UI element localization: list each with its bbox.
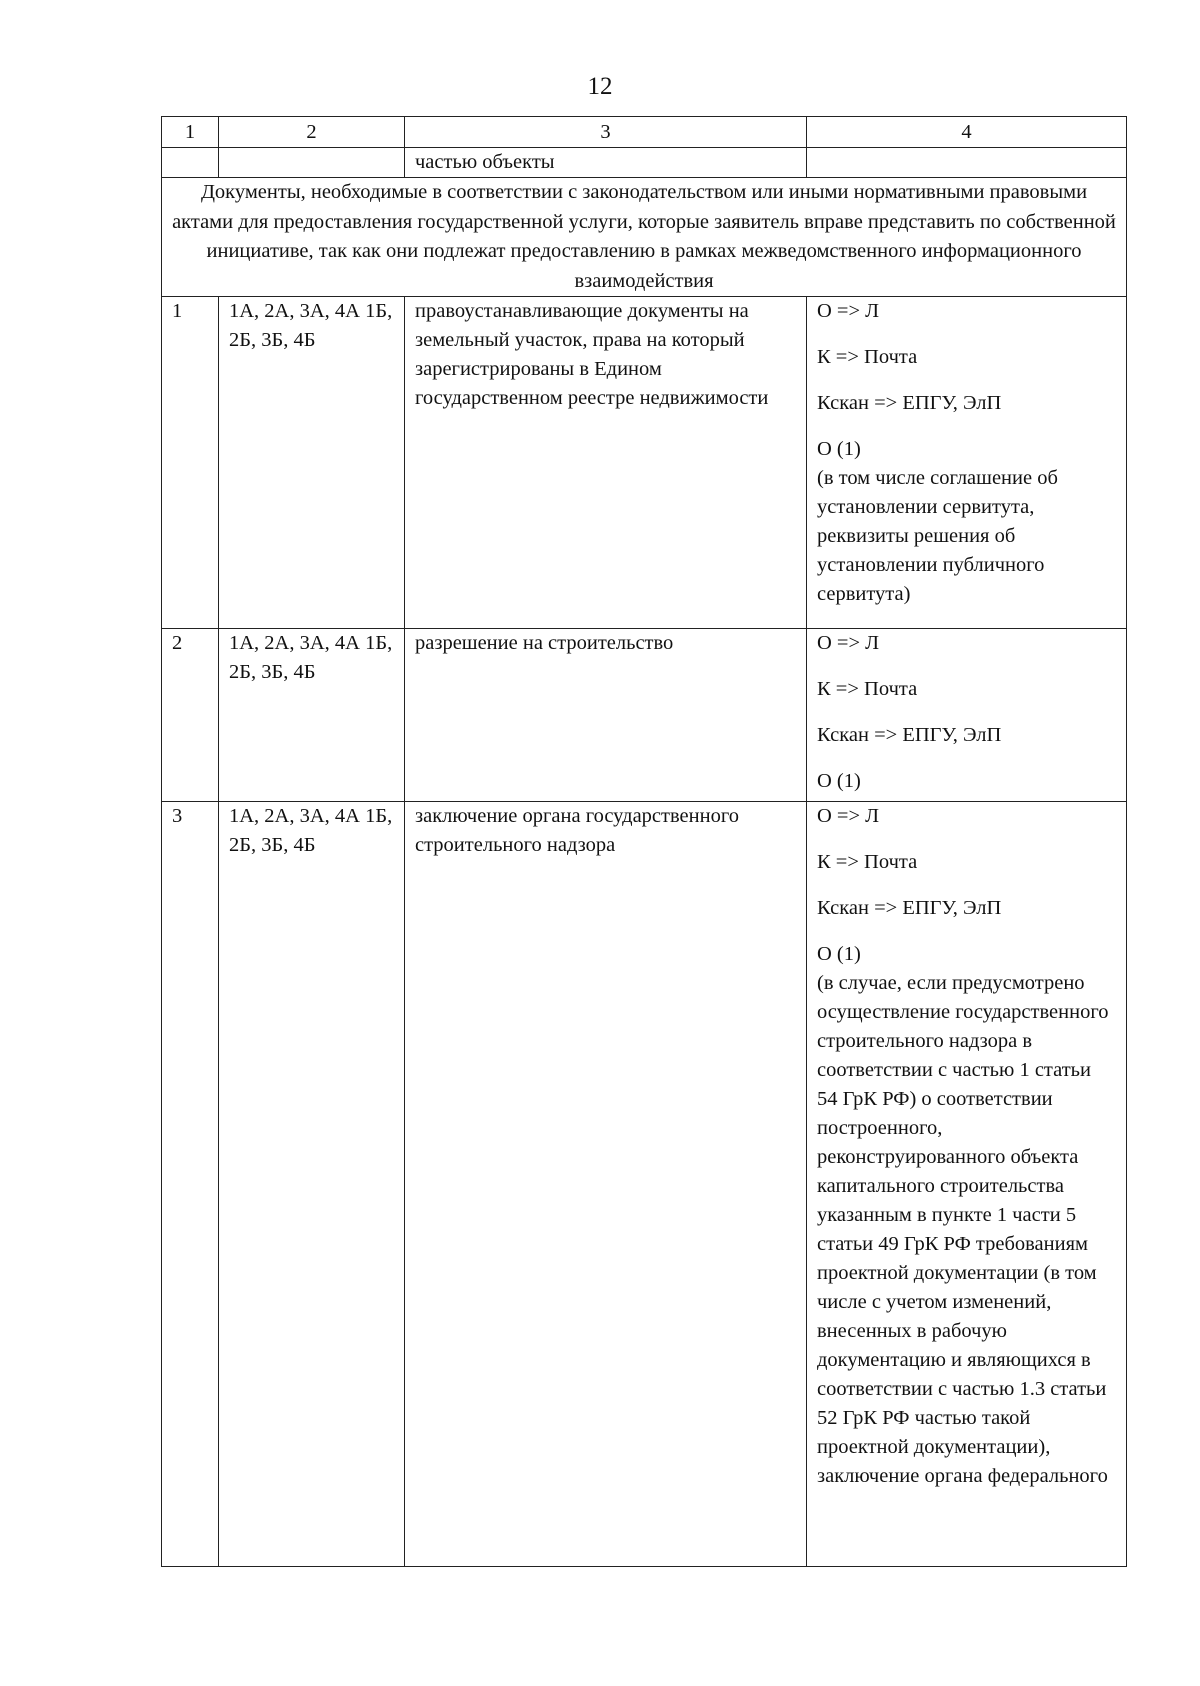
row-methods	[807, 297, 1127, 629]
row-codes: 1А, 2А, 3А, 4А 1Б, 2Б, 3Б, 4Б	[219, 297, 405, 629]
method-original: О (1)	[817, 438, 861, 460]
method-personal: О => Л	[817, 805, 880, 827]
row-methods	[807, 629, 1127, 802]
method-electronic: Кскан => ЕПГУ, ЭлП	[817, 724, 1002, 746]
page-number: 12	[587, 73, 613, 100]
method-post: К => Почта	[817, 678, 918, 700]
section-title-row	[162, 178, 1127, 297]
method-post: К => Почта	[817, 851, 918, 873]
method-personal: О => Л	[817, 632, 880, 654]
method-electronic: Кскан => ЕПГУ, ЭлП	[817, 897, 1002, 919]
continuation-col-3: частью объекты	[405, 148, 807, 178]
method-original: О (1)	[817, 770, 861, 792]
row-codes: 1А, 2А, 3А, 4А 1Б, 2Б, 3Б, 4Б	[219, 629, 405, 802]
row-document: правоустанавливающие документы на земельный участок, права на который зарегистрированы в Едином государственном реестре недвижимости	[405, 297, 807, 629]
row-number: 1	[162, 297, 219, 629]
row-number: 2	[162, 629, 219, 802]
continuation-col-2	[219, 148, 405, 178]
row-document: заключение органа государственного строительного надзора	[405, 802, 807, 1567]
table-row	[162, 802, 1127, 1567]
method-note: (в случае, если предусмотрено осуществление государственного строительного надзора в соответствии с частью 1 статьи 54 ГрК РФ) о соответствии построенного, реконструированного объекта капитального строительства указанным в пункте 1 части 5 статьи 49 ГрК РФ требованиям проектной документации (в том числе с учетом изменений, внесенных в рабочую документацию и являющихся в соответствии с частью 1.3 статьи 52 ГрК РФ частью такой проектной документации), заключение органа федерального	[817, 972, 1109, 1487]
row-methods	[807, 802, 1127, 1567]
row-number: 3	[162, 802, 219, 1567]
header-col-2: 2	[219, 117, 405, 148]
section-title: Документы, необходимые в соответствии с законодательством или иными нормативными правовыми актами для предоставления государственной услуги, которые заявитель вправе представить по собственной инициативе, так как они подлежат предоставлению в рамках межведомственного информационного взаимодействия	[162, 178, 1127, 297]
continuation-col-1	[162, 148, 219, 178]
table-header-row	[162, 117, 1127, 148]
row-codes: 1А, 2А, 3А, 4А 1Б, 2Б, 3Б, 4Б	[219, 802, 405, 1567]
method-electronic: Кскан => ЕПГУ, ЭлП	[817, 392, 1002, 414]
continuation-col-4	[807, 148, 1127, 178]
row-document: разрешение на строительство	[405, 629, 807, 802]
method-original: О (1)	[817, 943, 861, 965]
table-row	[162, 629, 1127, 802]
continuation-row	[162, 148, 1127, 178]
documents-table	[161, 116, 1127, 1567]
table-row	[162, 297, 1127, 629]
method-post: К => Почта	[817, 346, 918, 368]
method-note: (в том числе соглашение об установлении сервитута, реквизиты решения об установлении публичного сервитута)	[817, 467, 1058, 605]
method-personal: О => Л	[817, 300, 880, 322]
header-col-3: 3	[405, 117, 807, 148]
header-col-1: 1	[162, 117, 219, 148]
header-col-4: 4	[807, 117, 1127, 148]
